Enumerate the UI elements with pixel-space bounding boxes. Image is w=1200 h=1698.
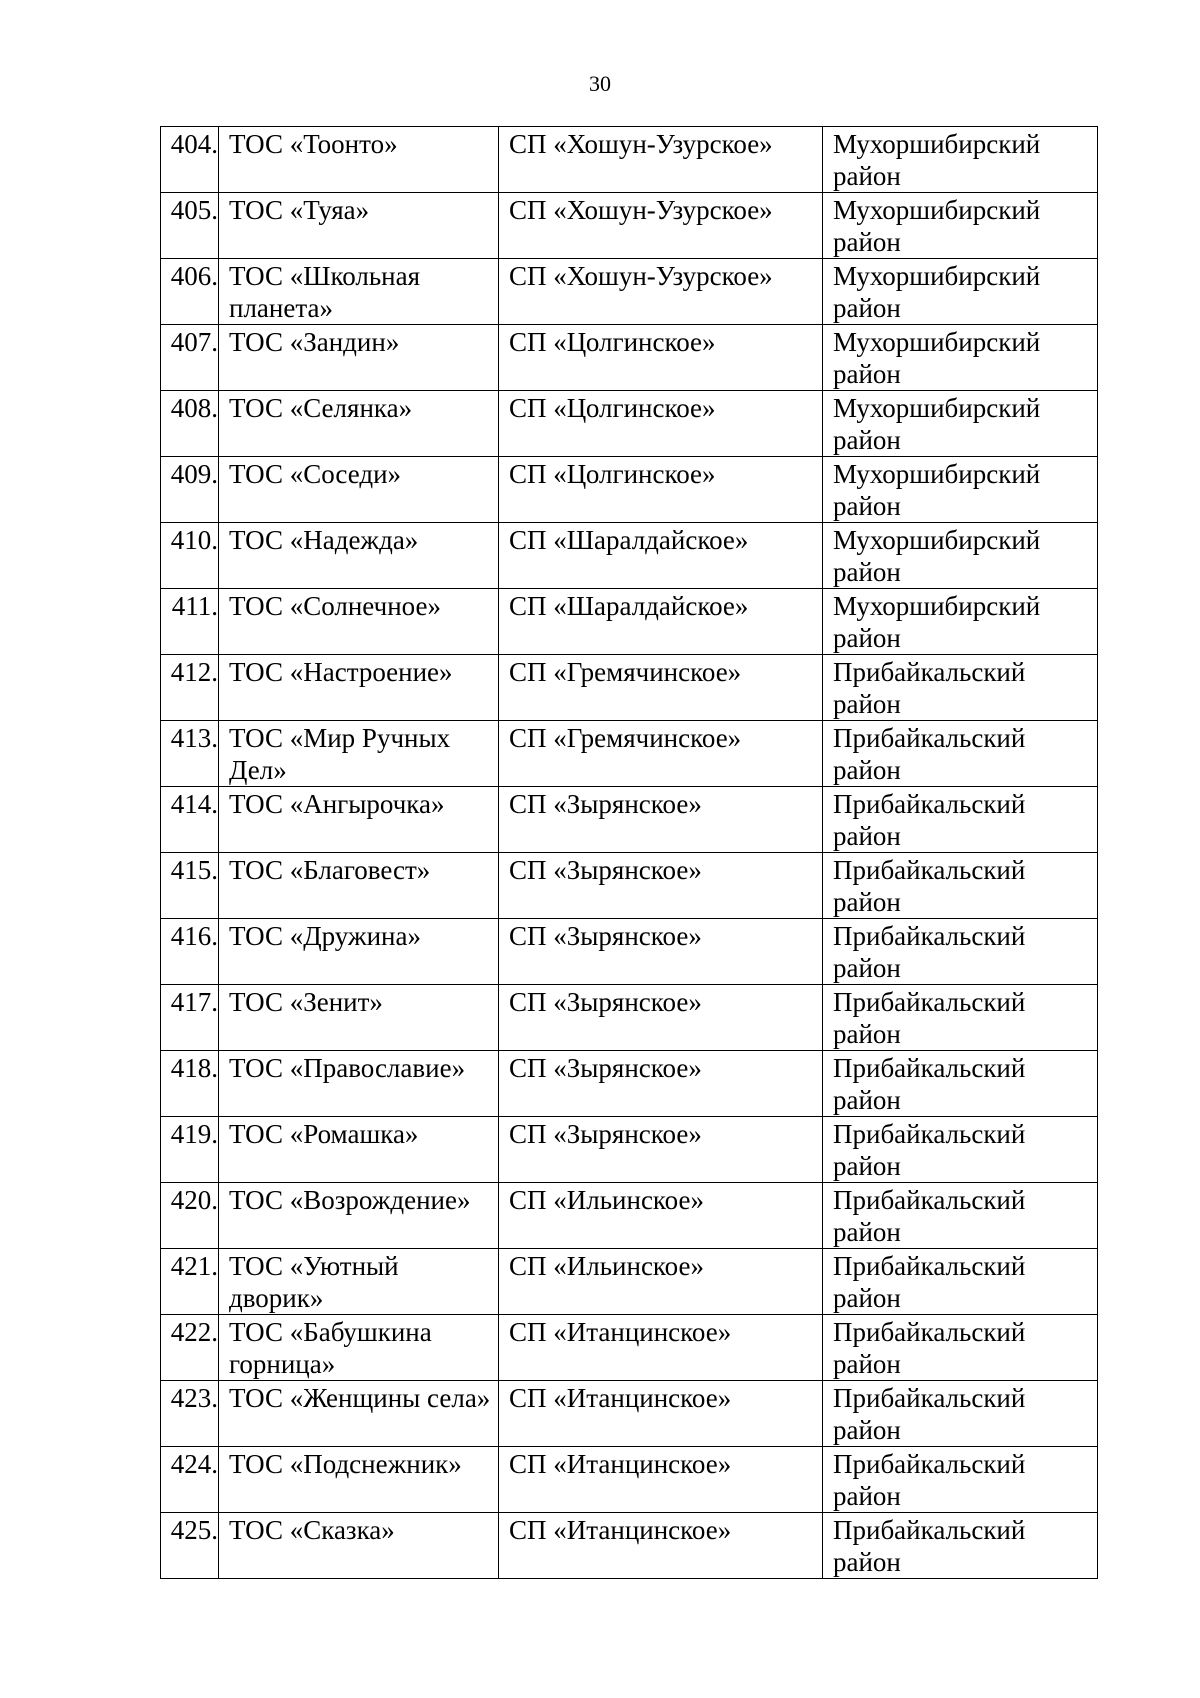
table-row: [161, 985, 1098, 1051]
row-number-cell: 416.: [161, 919, 219, 985]
settlement-name-cell: СП «Зырянское»: [499, 1117, 823, 1183]
district-name-cell: Прибайкальский район: [823, 1513, 1098, 1579]
district-name-cell: Прибайкальский район: [823, 1117, 1098, 1183]
table-row: [161, 853, 1098, 919]
row-number-cell: 407.: [161, 325, 219, 391]
row-number-cell: 405.: [161, 193, 219, 259]
settlement-name-cell: СП «Хошун-Узурское»: [499, 127, 823, 193]
row-number-cell: 425.: [161, 1513, 219, 1579]
tos-name-cell: ТОС «Уютный дворик»: [219, 1249, 499, 1315]
tos-registry-table: [160, 126, 1098, 1579]
tos-name-cell: ТОС «Бабушкина горница»: [219, 1315, 499, 1381]
page-number: 30: [589, 71, 611, 96]
settlement-name-cell: СП «Итанцинское»: [499, 1381, 823, 1447]
settlement-name-cell: СП «Зырянское»: [499, 985, 823, 1051]
table-row: [161, 127, 1098, 193]
district-name-cell: Мухоршибирский район: [823, 127, 1098, 193]
settlement-name-cell: СП «Итанцинское»: [499, 1315, 823, 1381]
tos-name-cell: ТОС «Солнечное»: [219, 589, 499, 655]
table-row: [161, 193, 1098, 259]
row-number-cell: 422.: [161, 1315, 219, 1381]
row-number-cell: 409.: [161, 457, 219, 523]
district-name-cell: Прибайкальский район: [823, 1051, 1098, 1117]
tos-name-cell: ТОС «Туяа»: [219, 193, 499, 259]
district-name-cell: Мухоршибирский район: [823, 391, 1098, 457]
settlement-name-cell: СП «Зырянское»: [499, 853, 823, 919]
settlement-name-cell: СП «Хошун-Узурское»: [499, 193, 823, 259]
row-number-cell: 404.: [161, 127, 219, 193]
table-row: [161, 457, 1098, 523]
district-name-cell: Мухоршибирский район: [823, 259, 1098, 325]
district-name-cell: Прибайкальский район: [823, 919, 1098, 985]
table-row: [161, 1315, 1098, 1381]
row-number-cell: 423.: [161, 1381, 219, 1447]
table-row: [161, 1249, 1098, 1315]
row-number-cell: 421.: [161, 1249, 219, 1315]
district-name-cell: Мухоршибирский район: [823, 589, 1098, 655]
tos-name-cell: ТОС «Благовест»: [219, 853, 499, 919]
settlement-name-cell: СП «Гремячинское»: [499, 721, 823, 787]
row-number-cell: 418.: [161, 1051, 219, 1117]
settlement-name-cell: СП «Хошун-Узурское»: [499, 259, 823, 325]
table-row: [161, 523, 1098, 589]
district-name-cell: Прибайкальский район: [823, 1249, 1098, 1315]
row-number-cell: 408.: [161, 391, 219, 457]
table-row: [161, 1051, 1098, 1117]
row-number-cell: 414.: [161, 787, 219, 853]
tos-name-cell: ТОС «Тоонто»: [219, 127, 499, 193]
settlement-name-cell: СП «Цолгинское»: [499, 457, 823, 523]
settlement-name-cell: СП «Цолгинское»: [499, 325, 823, 391]
settlement-name-cell: СП «Цолгинское»: [499, 391, 823, 457]
tos-name-cell: ТОС «Дружина»: [219, 919, 499, 985]
district-name-cell: Прибайкальский район: [823, 1315, 1098, 1381]
table-row: [161, 919, 1098, 985]
settlement-name-cell: СП «Гремячинское»: [499, 655, 823, 721]
tos-name-cell: ТОС «Соседи»: [219, 457, 499, 523]
table-row: [161, 589, 1098, 655]
district-name-cell: Прибайкальский район: [823, 655, 1098, 721]
tos-name-cell: ТОС «Школьная планета»: [219, 259, 499, 325]
row-number-cell: 410.: [161, 523, 219, 589]
tos-name-cell: ТОС «Селянка»: [219, 391, 499, 457]
table-row: [161, 1117, 1098, 1183]
settlement-name-cell: СП «Итанцинское»: [499, 1447, 823, 1513]
table-row: [161, 655, 1098, 721]
row-number-cell: 419.: [161, 1117, 219, 1183]
district-name-cell: Мухоршибирский район: [823, 523, 1098, 589]
table-row: [161, 787, 1098, 853]
row-number-cell: 411.: [161, 589, 219, 655]
district-name-cell: Прибайкальский район: [823, 1183, 1098, 1249]
district-name-cell: Прибайкальский район: [823, 1447, 1098, 1513]
table-row: [161, 1513, 1098, 1579]
tos-name-cell: ТОС «Ангырочка»: [219, 787, 499, 853]
table-body: [161, 127, 1098, 1579]
district-name-cell: Мухоршибирский район: [823, 193, 1098, 259]
table-row: [161, 1447, 1098, 1513]
tos-name-cell: ТОС «Надежда»: [219, 523, 499, 589]
settlement-name-cell: СП «Шаралдайское»: [499, 523, 823, 589]
table-row: [161, 1183, 1098, 1249]
tos-name-cell: ТОС «Возрождение»: [219, 1183, 499, 1249]
tos-name-cell: ТОС «Православие»: [219, 1051, 499, 1117]
tos-name-cell: ТОС «Зенит»: [219, 985, 499, 1051]
tos-name-cell: ТОС «Сказка»: [219, 1513, 499, 1579]
tos-name-cell: ТОС «Мир Ручных Дел»: [219, 721, 499, 787]
settlement-name-cell: СП «Ильинское»: [499, 1183, 823, 1249]
district-name-cell: Прибайкальский район: [823, 721, 1098, 787]
row-number-cell: 417.: [161, 985, 219, 1051]
row-number-cell: 406.: [161, 259, 219, 325]
row-number-cell: 420.: [161, 1183, 219, 1249]
district-name-cell: Прибайкальский район: [823, 985, 1098, 1051]
settlement-name-cell: СП «Шаралдайское»: [499, 589, 823, 655]
settlement-name-cell: СП «Зырянское»: [499, 787, 823, 853]
tos-name-cell: ТОС «Настроение»: [219, 655, 499, 721]
tos-name-cell: ТОС «Подснежник»: [219, 1447, 499, 1513]
settlement-name-cell: СП «Зырянское»: [499, 919, 823, 985]
district-name-cell: Прибайкальский район: [823, 853, 1098, 919]
tos-name-cell: ТОС «Ромашка»: [219, 1117, 499, 1183]
row-number-cell: 413.: [161, 721, 219, 787]
table-row: [161, 721, 1098, 787]
row-number-cell: 424.: [161, 1447, 219, 1513]
settlement-name-cell: СП «Зырянское»: [499, 1051, 823, 1117]
table-row: [161, 325, 1098, 391]
district-name-cell: Прибайкальский район: [823, 1381, 1098, 1447]
settlement-name-cell: СП «Ильинское»: [499, 1249, 823, 1315]
row-number-cell: 412.: [161, 655, 219, 721]
table-row: [161, 391, 1098, 457]
table-row: [161, 259, 1098, 325]
row-number-cell: 415.: [161, 853, 219, 919]
table-row: [161, 1381, 1098, 1447]
district-name-cell: Мухоршибирский район: [823, 325, 1098, 391]
tos-name-cell: ТОС «Зандин»: [219, 325, 499, 391]
district-name-cell: Прибайкальский район: [823, 787, 1098, 853]
tos-name-cell: ТОС «Женщины села»: [219, 1381, 499, 1447]
settlement-name-cell: СП «Итанцинское»: [499, 1513, 823, 1579]
district-name-cell: Мухоршибирский район: [823, 457, 1098, 523]
